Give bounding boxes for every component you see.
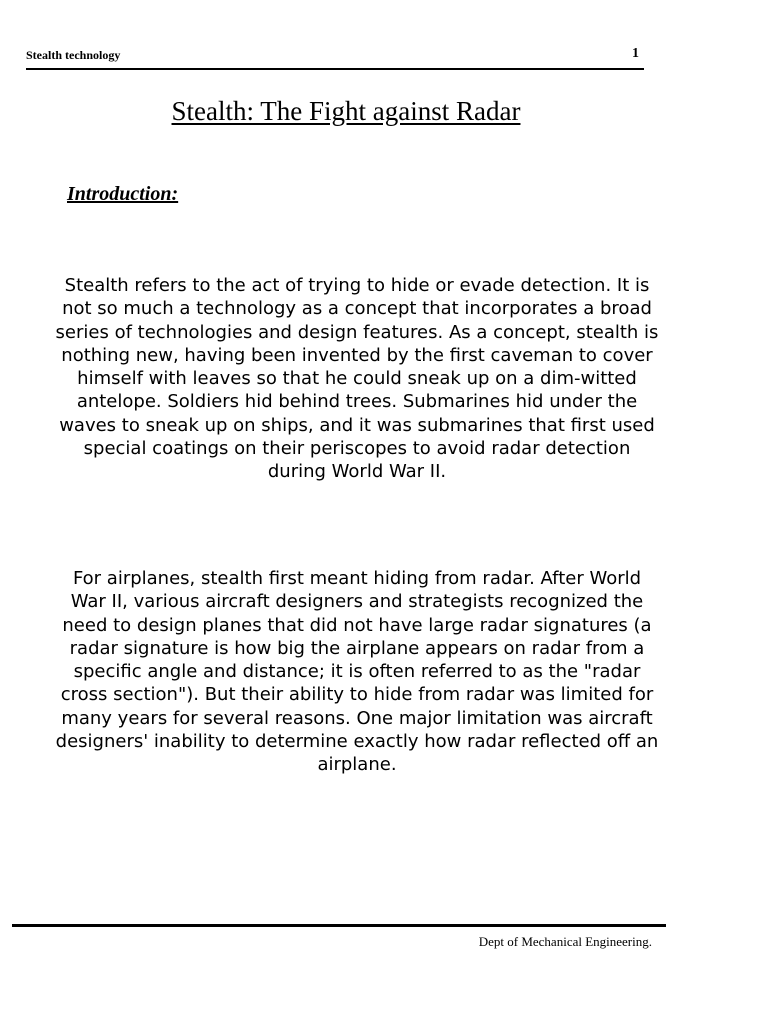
footer-department: Dept of Mechanical Engineering. [478, 934, 652, 949]
paragraph-airplane-stealth: For airplanes, stealth first meant hiding from radar. After World War II, various aircraft designers and strategists recognized the need to design planes that did not have large radar signatures (a radar signature is how big the airplane appears on radar from a specific angle and distance; it is often referred to as the "radar cross section"). But their ability to hide from radar was limited for many years for several reasons. One major limitation was aircraft designers' inability to determine exactly how radar reflected off an airplane. [55, 568, 659, 776]
section-heading-introduction: Introduction: [67, 183, 179, 205]
page-number: 1 [632, 46, 639, 61]
document-title: Stealth: The Fight against Radar [171, 96, 521, 126]
paragraph-stealth-definition: Stealth refers to the act of trying to hide or evade detection. It is not so much a technology as a concept that incorporates a broad series of technologies and design features. As a concept, stealth is nothing new, having been invented by the first caveman to cover himself with leaves so that he could sneak up on a dim-witted antelope. Soldiers hid behind trees. Submarines hid under the waves to sneak up on ships, and it was submarines that first used special coatings on their periscopes to avoid radar detection during World War II. [55, 275, 659, 483]
running-title: Stealth technology [26, 48, 121, 62]
page-footer [12, 924, 666, 949]
page-header [26, 46, 644, 70]
